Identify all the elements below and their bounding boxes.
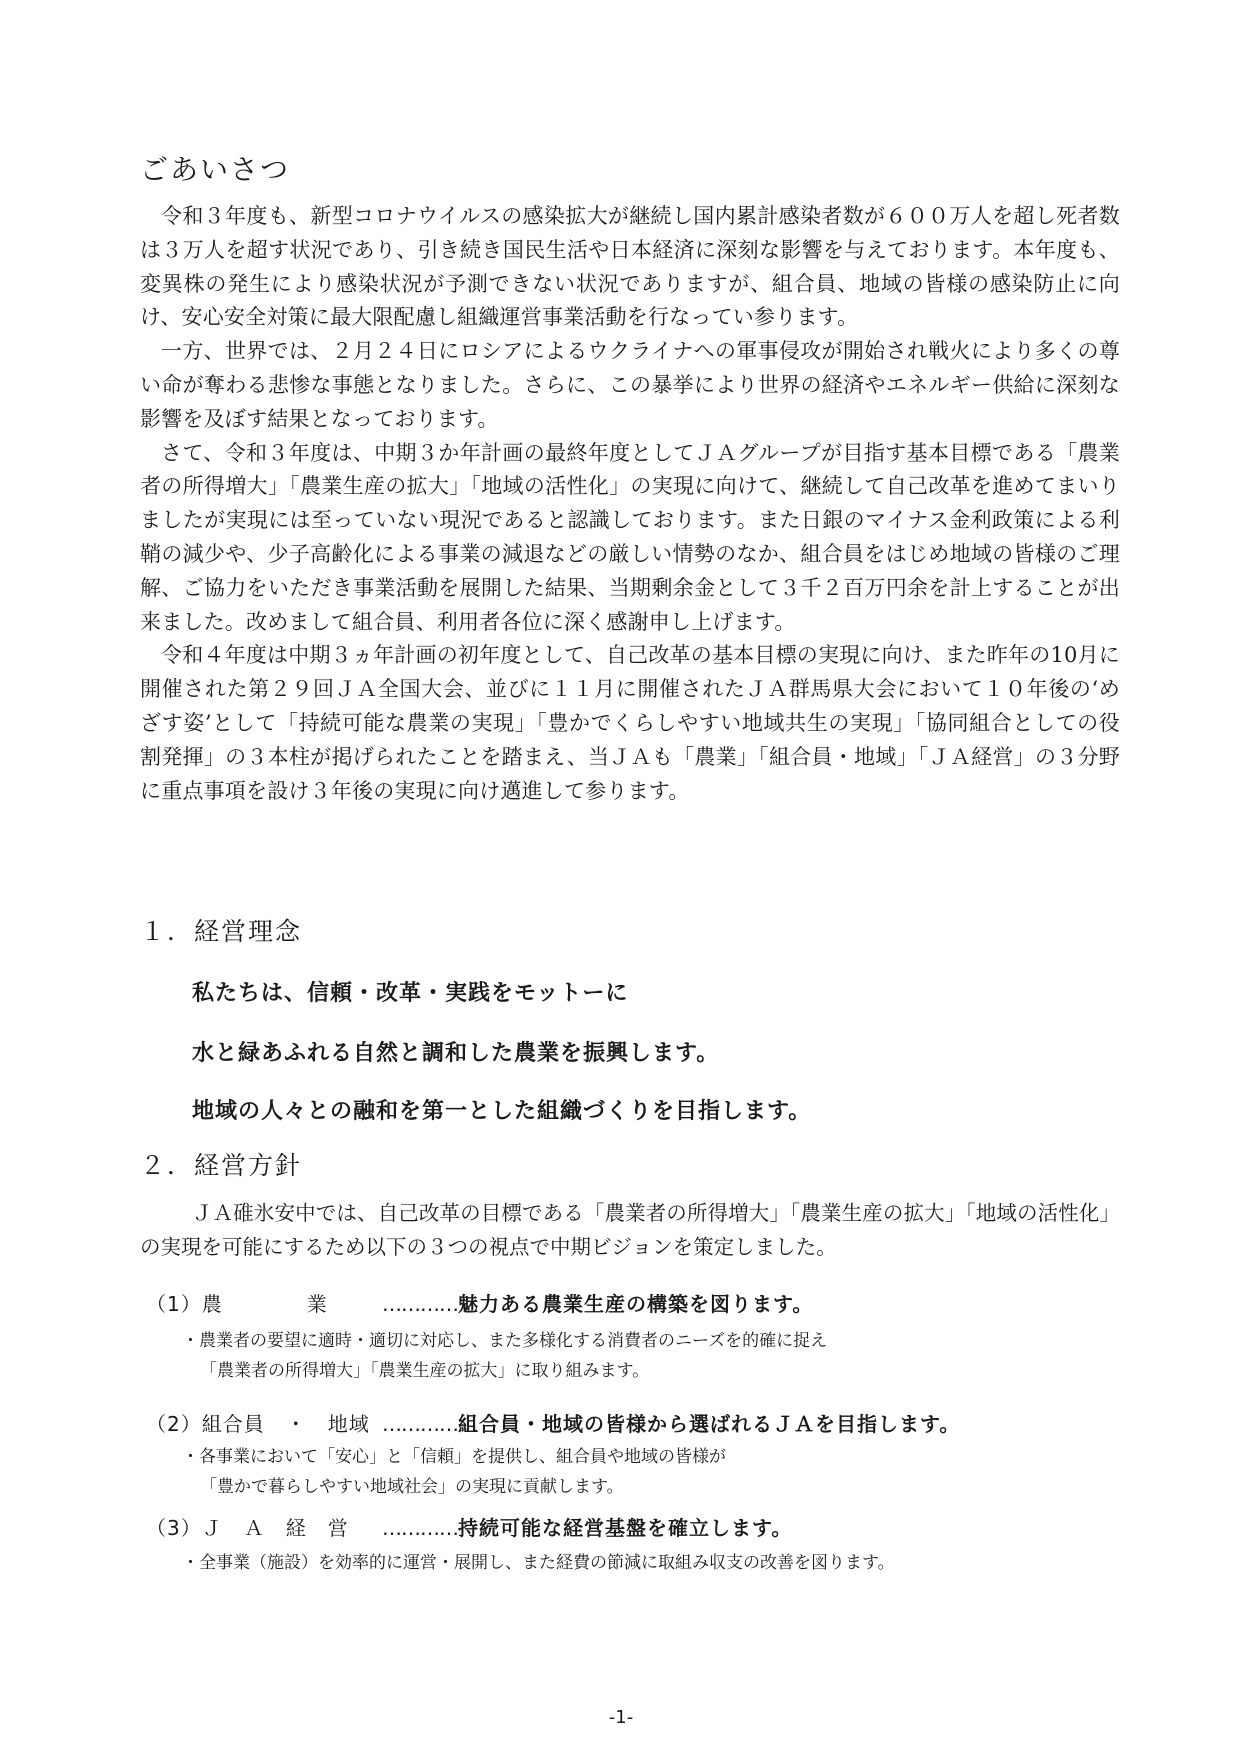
greeting-paragraph: 令和４年度は中期３ヵ年計画の初年度として、自己改革の基本目標の実現に向け、また昨年の10月に開催された第２９回ＪＡ全国大会、並びに１１月に開催されたＪＡ群馬県大会において１０年後の‘めざす姿’として「持続可能な農業の実現」「豊かでくらしやすい地域共生の実現」「協同組合としての役割発揮」の３本柱が掲げられたことを踏まえ、当ＪＡも「農業」「組合員・地域」「ＪＡ経営」の３分野に重点事項を設け３年後の実現に向け邁進して参ります。 [140,643,1120,803]
vision-goal: 魅力ある農業生産の構築を図ります。 [458,1292,814,1316]
page-number: -1- [608,1707,634,1728]
vision-goal: 組合員・地域の皆様から選ばれるＪＡを目指します。 [458,1412,961,1436]
vision-leader-dots: ………… [382,1292,458,1316]
vision-description-line: 「農業者の所得増大」「農業生産の拡大」に取り組みます。 [200,1361,650,1381]
vision-label: （3）Ｊ Ａ 経 営 [146,1516,349,1540]
greeting-title: ごあいさつ [140,153,291,186]
vision-goal: 持続可能な経営基盤を確立します。 [458,1516,793,1540]
philosophy-line: 地域の人々との融和を第一とした組織づくりを目指します。 [192,1099,812,1124]
vision-description [182,1548,895,1578]
vision-item-ja-management [146,1512,792,1541]
greeting-paragraph: 令和３年度も、新型コロナウイルスの感染拡大が継続し国内累計感染者数が６００万人を超し死者数は３万人を超す状況であり、引き続き国民生活や日本経済に深刻な影響を与えております。本年度も、変異株の発生により感染状況が予測できない状況でありますが、組合員、地域の皆様の感染防止に向け、安心安全対策に最大限配慮し組織運営事業活動を行なってい参ります。 [140,204,1120,330]
vision-description [182,1326,827,1386]
policy-intro: ＪＡ碓氷安中では、自己改革の目標である「農業者の所得増大」「農業生産の拡大」「地域の活性化」の実現を可能にするため以下の３つの視点で中期ビジョンを策定しました。 [140,1201,1120,1259]
greeting-body [140,200,1120,808]
vision-description-line: ・各事業において「安心」と「信頼」を提供し、組合員や地域の皆様が [182,1447,726,1467]
philosophy-heading: １．経営理念 [140,917,303,946]
greeting-paragraph: さて、令和３年度は、中期３か年計画の最終年度としてＪＡグループが目指す基本目標である「農業者の所得増大」「農業生産の拡大」「地域の活性化」の実現に向けて、継続して自己改革を進めてまいりましたが実現には至っていない現況であると認識しております。また日銀のマイナス金利政策による利鞘の減少や、少子高齢化による事業の減退などの厳しい情勢のなか、組合員をはじめ地域の皆様のご理解、ご協力をいただき事業活動を展開した結果、当期剰余金として３千２百万円余を計上することが出来ました。改めまして組合員、利用者各位に深く感謝申し上げます。 [140,440,1120,634]
vision-label: （1）農 業 [146,1292,328,1316]
philosophy-line: 私たちは、信頼・改革・実践をモットーに [192,981,629,1006]
philosophy-line: 水と緑あふれる自然と調和した農業を振興します。 [192,1041,720,1066]
vision-label: （2）組合員 ・ 地域 [146,1412,370,1436]
vision-item-members-community [146,1408,960,1437]
vision-description-line: ・全事業（施設）を効率的に運営・展開し、また経費の節減に取組み収支の改善を図ります。 [182,1553,895,1573]
vision-description-line: ・農業者の要望に適時・適切に対応し、また多様化する消費者のニーズを的確に捉え [182,1331,828,1351]
vision-item-agriculture [146,1288,813,1317]
vision-description-line: 「豊かで暮らしやすい地域社会」の実現に貢献します。 [200,1477,624,1497]
greeting-paragraph: 一方、世界では、２月２４日にロシアによるウクライナへの軍事侵攻が開始され戦火により多くの尊い命が奪わる悲惨な事態となりました。さらに、この暴挙により世界の経済やエネルギー供給に深刻な影響を及ぼす結果となっております。 [140,339,1120,431]
vision-leader-dots: ………… [382,1516,458,1540]
vision-leader-dots: ………… [382,1412,458,1436]
policy-heading: ２．経営方針 [140,1151,303,1180]
vision-description [182,1442,726,1502]
